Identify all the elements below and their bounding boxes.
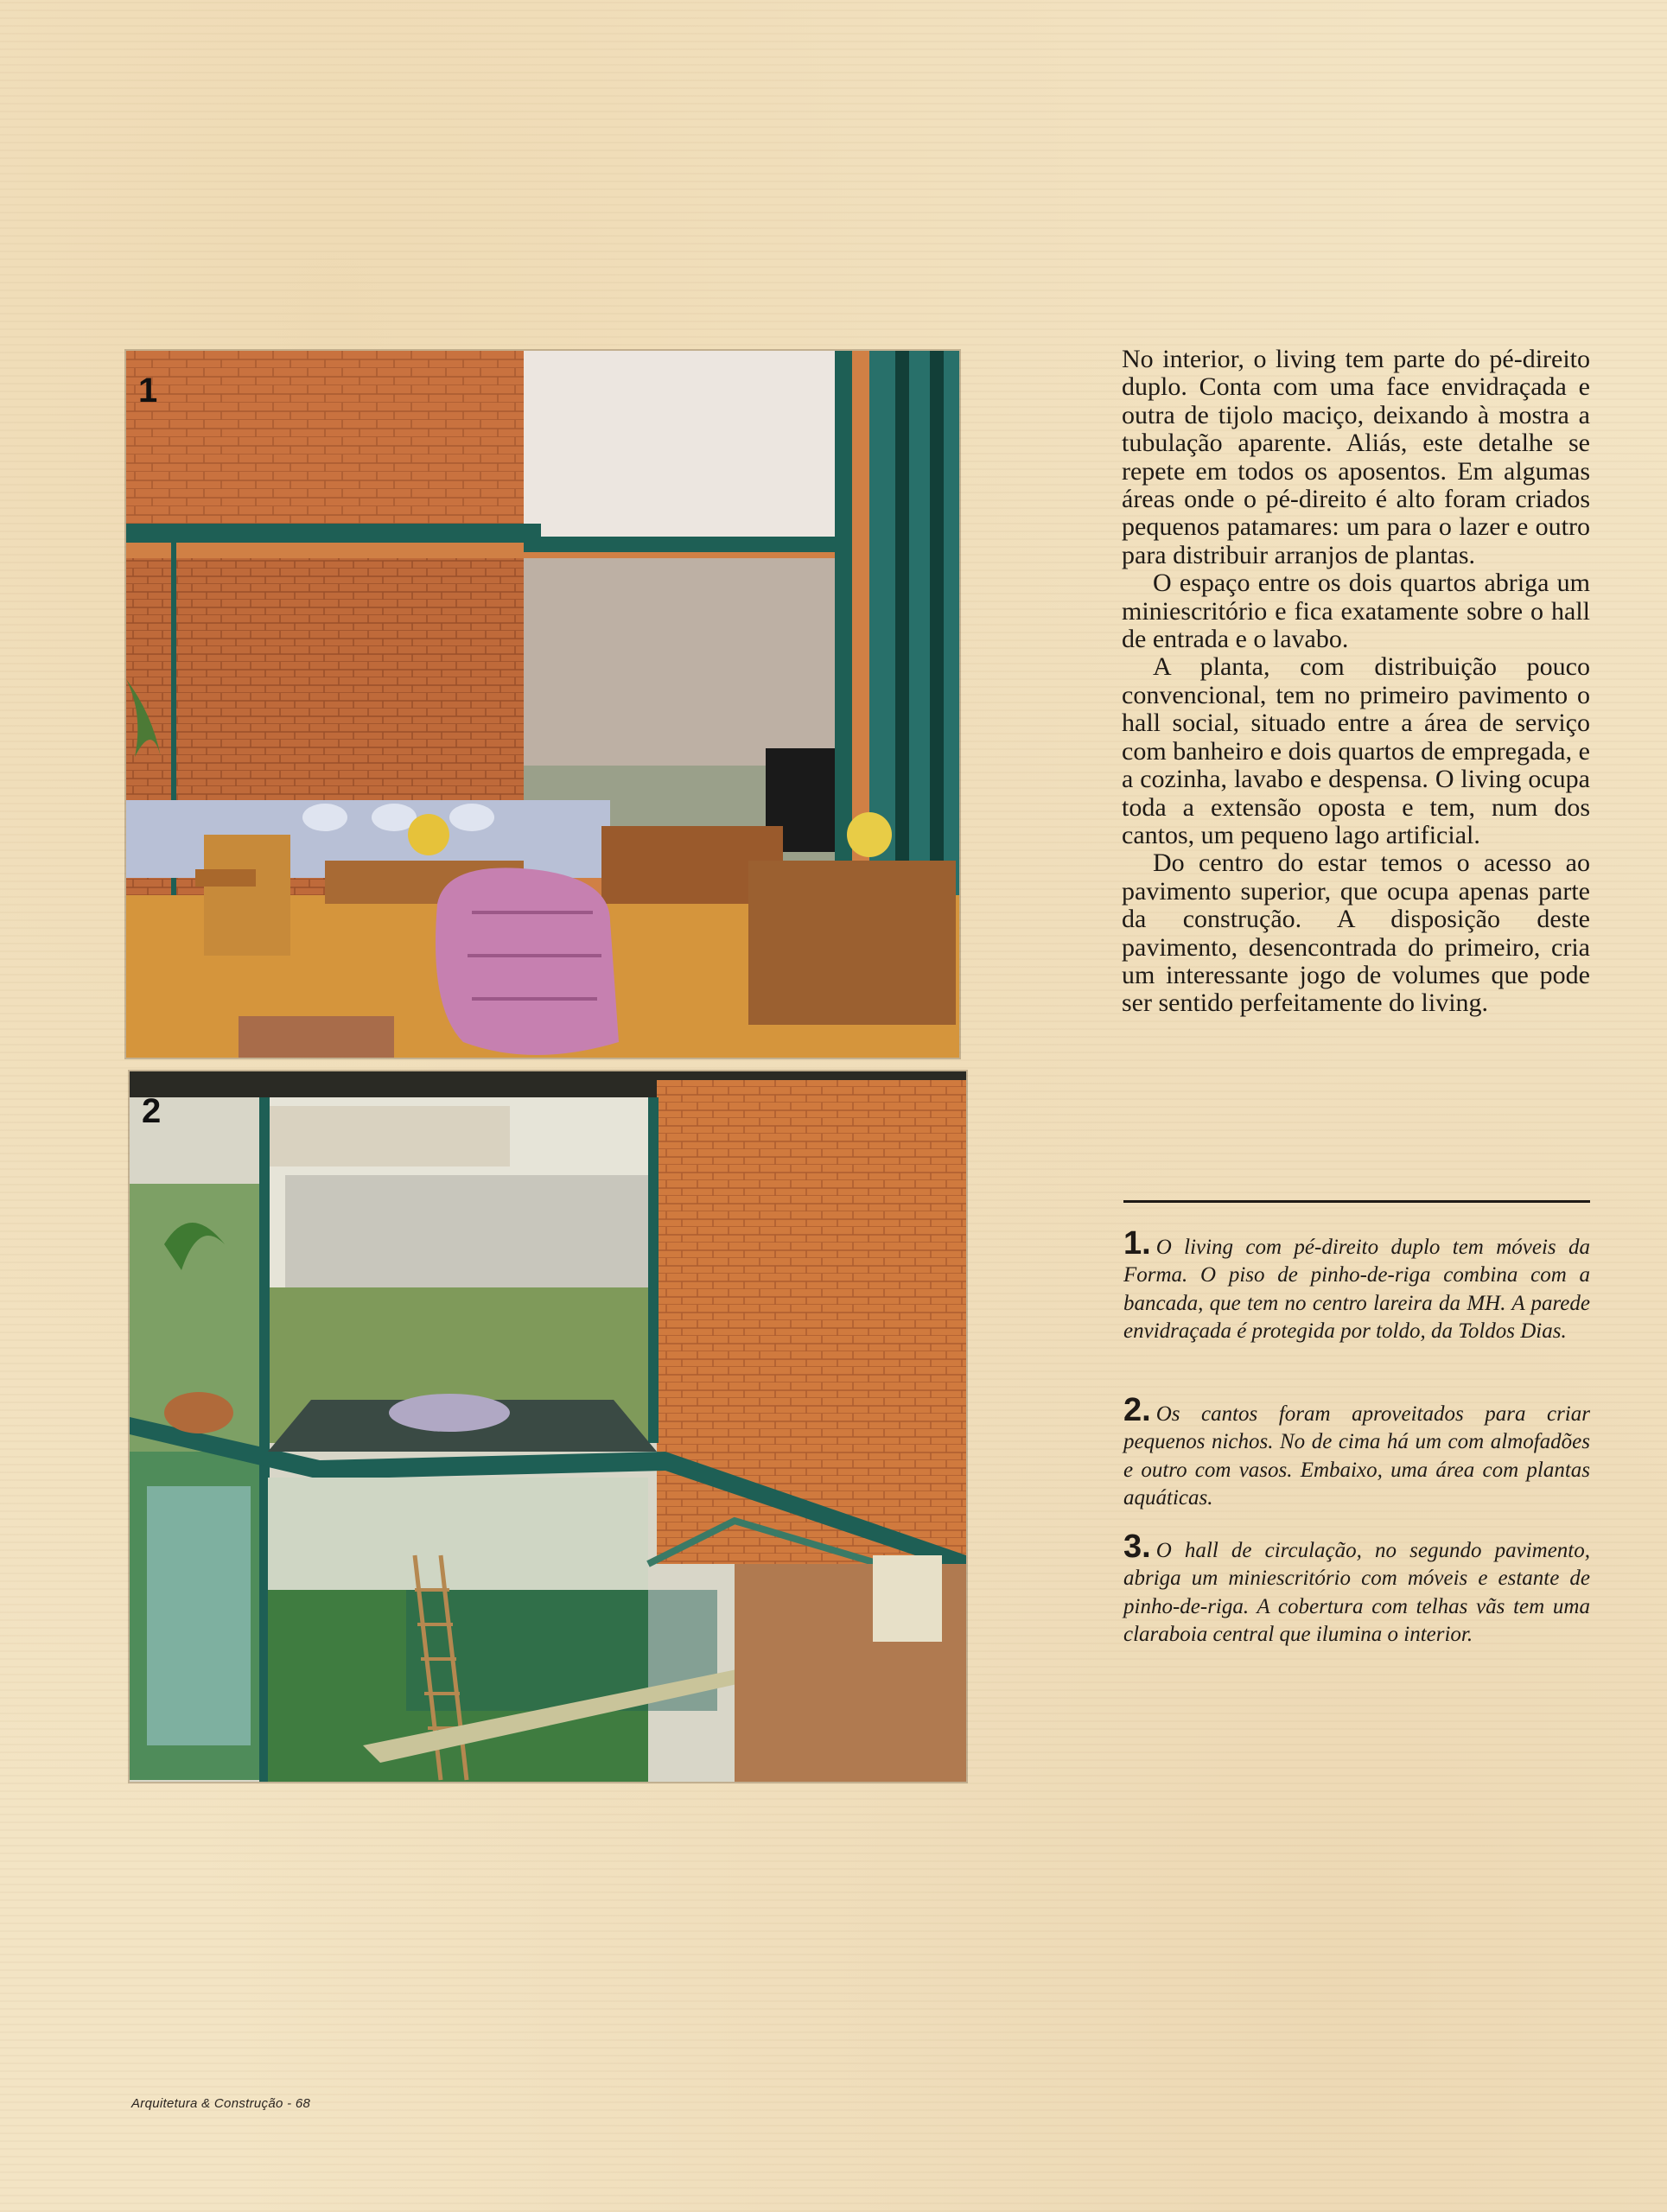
- caption-1: [1123, 1225, 1590, 1345]
- article-paragraph: A planta, com distribuição pouco convencional, tem no primeiro pavimento o hall social, situado entre a área de serviço com banheiro e dois quartos de empregada, e a cozinha, lavabo e despensa. O living ocupa toda a extensão oposta e tem, num dos cantos, um pequeno lago artificial.: [1122, 652, 1590, 849]
- article-paragraph: O espaço entre os dois quartos abriga um miniescritório e fica exatamente sobre o hall de entrada e o lavabo.: [1122, 569, 1590, 654]
- photo-1-image: [126, 351, 959, 1058]
- photo-2-number: 2: [142, 1092, 162, 1130]
- article-paragraph: No interior, o living tem parte do pé-direito duplo. Conta com uma face envidraçada e outra de tijolo maciço, deixando à mostra a tubulação aparente. Aliás, este detalhe se repete em todos os aposentos. Em algumas áreas onde o pé-direito é alto foram criados pequenos patamares: um para o lazer e outro para distribuir arranjos de plantas.: [1122, 345, 1590, 569]
- caption-1-number: 1.: [1123, 1225, 1151, 1262]
- photo-1-number: 1: [138, 372, 158, 410]
- caption-2-number: 2.: [1123, 1392, 1151, 1428]
- page-footer: Arquitetura & Construção - 68: [131, 2096, 311, 2111]
- article-paragraph: Do centro do estar temos o acesso ao pavimento superior, que ocupa apenas parte da construção. A disposição deste pavimento, desencontrada do primeiro, cria um interessante jogo de volumes que pode ser sentido perfeitamente do living.: [1122, 849, 1590, 1018]
- photo-1-living-room: [126, 351, 959, 1058]
- article-body: [1122, 346, 1590, 1018]
- caption-1-text: O living com pé-direito duplo tem móveis da Forma. O piso de pinho-de-riga combina com a bancada, que tem no centro lareira da MH. A parede envidraçada é protegida por toldo, da Toldos Dias.: [1123, 1236, 1590, 1343]
- caption-3-text: O hall de circulação, no segundo pavimento, abriga um miniescritório com móveis e estante de pinho-de-riga. A cobertura com telhas vãs tem uma claraboia central que ilumina o interior.: [1123, 1539, 1590, 1646]
- caption-divider: [1123, 1200, 1590, 1203]
- photo-2-image: [130, 1071, 966, 1782]
- caption-2-text: Os cantos foram aproveitados para criar pequenos nichos. No de cima há um com almofadões e outro com vasos. Embaixo, uma área com plantas aquáticas.: [1123, 1402, 1590, 1510]
- caption-3: [1123, 1529, 1590, 1649]
- caption-3-number: 3.: [1123, 1529, 1151, 1565]
- photo-2-corner-niches: [130, 1071, 966, 1782]
- caption-2: [1123, 1392, 1590, 1512]
